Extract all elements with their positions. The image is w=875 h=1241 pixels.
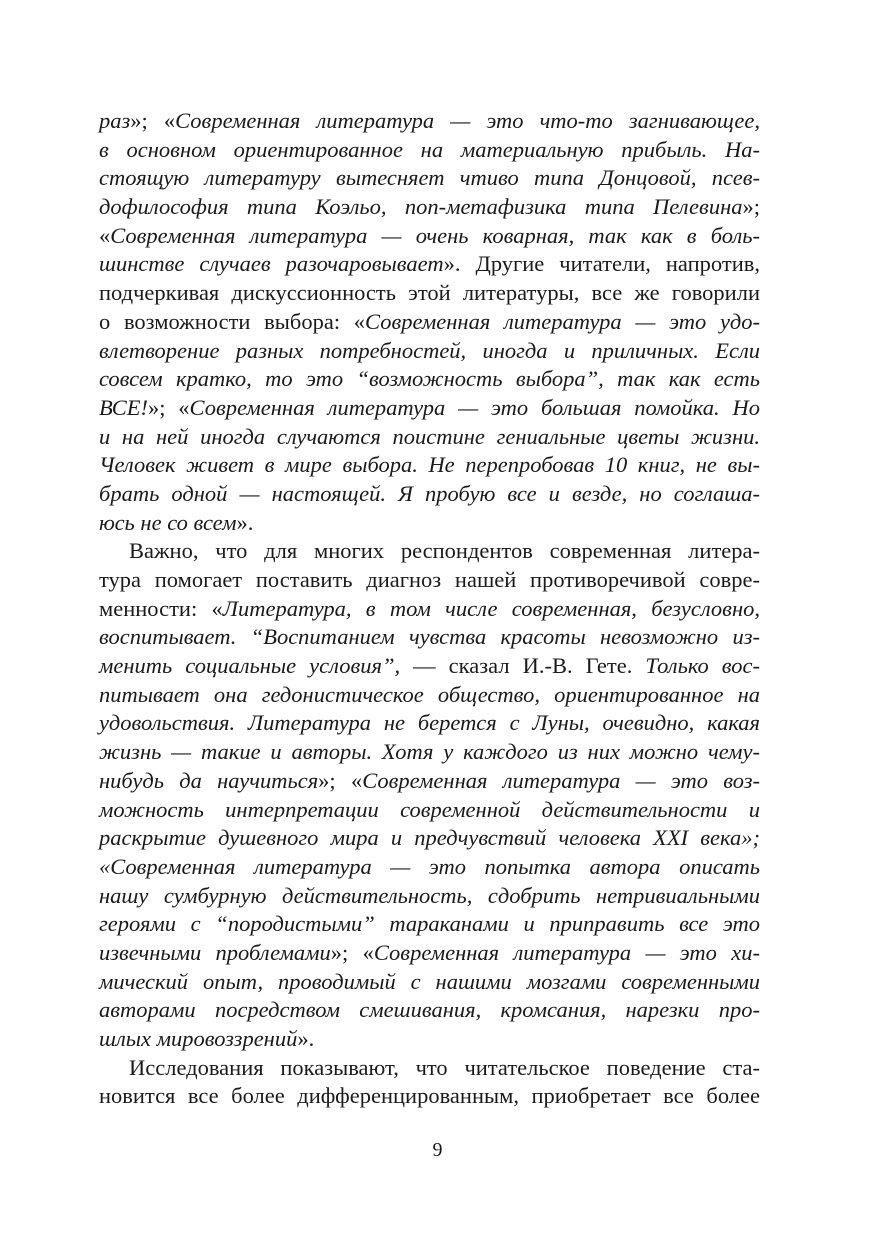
body-text: менности: « — [99, 595, 223, 621]
text-line — [99, 279, 760, 308]
italic-quote-text: авторами посредством смешивания, кромсания, нарезки про- — [99, 997, 760, 1023]
body-text: — сказал И.-В. Гете. — [400, 653, 646, 679]
italic-quote-text: Человек живет в мире выбора. Не перепробовав 10 книг, не вы- — [99, 452, 760, 478]
text-line — [99, 480, 760, 509]
italic-quote-text: Современная литература — это удо- — [365, 308, 760, 334]
body-text: « — [99, 222, 111, 248]
body-text: о возможности выбора: « — [99, 308, 366, 334]
italic-quote-text: удовольствия. Литература не берется с Луны, очевидно, какая — [99, 710, 760, 736]
body-text: подчеркивая дискуссионность этой литературы, все же говорили — [99, 280, 760, 306]
text-line — [99, 1054, 760, 1083]
text-line — [99, 136, 760, 165]
text-line — [99, 939, 760, 968]
text-line — [99, 595, 760, 624]
italic-quote-text: Современная литература — это большая помойка. Но — [189, 394, 760, 420]
italic-quote-text: питывает она гедонистическое общество, ориентированное на — [99, 681, 760, 707]
italic-quote-text: Современная литература — очень коварная, так как в боль- — [110, 222, 760, 248]
text-line — [99, 996, 760, 1025]
text-line — [99, 308, 760, 337]
italic-quote-text: менить социальные условия”, — [99, 653, 401, 679]
italic-quote-text: «Современная литература — это попытка автора описать — [99, 853, 760, 879]
italic-quote-text: Литература, в том числе современная, безусловно, — [222, 595, 760, 621]
body-text: новится все более дифференцированным, приобретает все более — [99, 1083, 760, 1109]
body-text: ». Другие читатели, напротив, — [443, 251, 760, 277]
text-line — [99, 882, 760, 911]
italic-quote-text: Современная литература — это что-то загнивающее, — [175, 108, 760, 133]
body-text: ». — [297, 1026, 315, 1051]
italic-quote-text: нибудь да научиться — [99, 767, 319, 793]
italic-quote-text: жизнь — такие и авторы. Хотя у каждого из них можно чему- — [99, 739, 760, 765]
text-line — [99, 250, 760, 279]
italic-quote-text: извечными проблемами — [99, 939, 331, 965]
italic-quote-text: нашу сумбурную действительность, сдобрить нетривиальными — [99, 882, 760, 908]
text-line — [99, 193, 760, 222]
italic-quote-text: ВСЕ! — [99, 394, 148, 420]
text-line — [99, 566, 760, 595]
text-line — [99, 337, 760, 366]
body-text: »; « — [330, 939, 374, 965]
text-line — [99, 796, 760, 825]
body-text: »; « — [318, 767, 363, 793]
text-line — [99, 537, 760, 566]
italic-quote-text: можность интерпретации современной действительности и — [99, 796, 760, 822]
body-text: Исследования показывают, что читательское поведение ста- — [129, 1054, 760, 1080]
italic-quote-text: героями с “породистыми” тараканами и приправить все это — [99, 911, 760, 937]
text-line — [99, 623, 760, 652]
page-number: 9 — [432, 1139, 443, 1161]
text-line — [99, 824, 760, 853]
italic-quote-text: шинстве случаев разочаровывает — [99, 251, 444, 277]
italic-quote-text: в основном ориентированное на материальную прибыль. На- — [99, 136, 760, 162]
text-line — [99, 1025, 760, 1054]
text-line — [99, 451, 760, 480]
italic-quote-text: брать одной — настоящей. Я пробую все и везде, но соглаша- — [99, 480, 760, 506]
text-line — [99, 968, 760, 997]
body-text: Важно, что для многих респондентов современная литера- — [129, 538, 760, 564]
body-text: »; « — [130, 108, 176, 133]
text-line — [99, 509, 760, 538]
text-line — [99, 853, 760, 882]
text-line — [99, 222, 760, 251]
italic-quote-text: шлых мировоззрений — [99, 1026, 298, 1051]
text-line — [99, 107, 760, 136]
italic-quote-text: Современная литература — это воз- — [362, 767, 761, 793]
body-text: »; — [742, 194, 760, 220]
body-text: »; « — [147, 394, 190, 420]
italic-quote-text: и на ней иногда случаются поистине гениальные цветы жизни. — [99, 423, 760, 449]
text-line — [99, 394, 760, 423]
text-line — [99, 910, 760, 939]
text-line — [99, 164, 760, 193]
italic-quote-text: Только вос- — [645, 653, 760, 679]
italic-quote-text: стоящую литературу вытесняет чтиво типа Донцовой, псев- — [99, 165, 760, 191]
text-line — [99, 681, 760, 710]
italic-quote-text: дофилософия типа Коэльо, поп-метафизика типа Пелевина — [99, 194, 743, 220]
text-line — [99, 1082, 760, 1111]
italic-quote-text: мический опыт, проводимый с нашими мозгами современными — [99, 968, 760, 994]
italic-quote-text: Современная литература — это хи- — [373, 939, 760, 965]
text-line — [99, 709, 760, 738]
italic-quote-text: совсем кратко, то это “возможность выбора”, так как есть — [99, 366, 760, 392]
italic-quote-text: воспитывает. “Воспитанием чувства красоты невозможно из- — [99, 624, 760, 650]
italic-quote-text: раз — [99, 108, 131, 133]
body-text: тура помогает поставить диагноз нашей противоречивой совре- — [99, 567, 760, 592]
italic-quote-text: раскрытие душевного мира и предчувствий человека XXI века»; — [99, 825, 760, 851]
italic-quote-text: влетворение разных потребностей, иногда и приличных. Если — [99, 337, 760, 363]
page-body-text — [99, 107, 760, 1111]
text-line — [99, 767, 760, 796]
text-line — [99, 738, 760, 767]
text-line — [99, 365, 760, 394]
text-line — [99, 423, 760, 452]
text-line — [99, 652, 760, 681]
body-text: ». — [236, 509, 254, 535]
italic-quote-text: юсь не со всем — [99, 509, 237, 535]
